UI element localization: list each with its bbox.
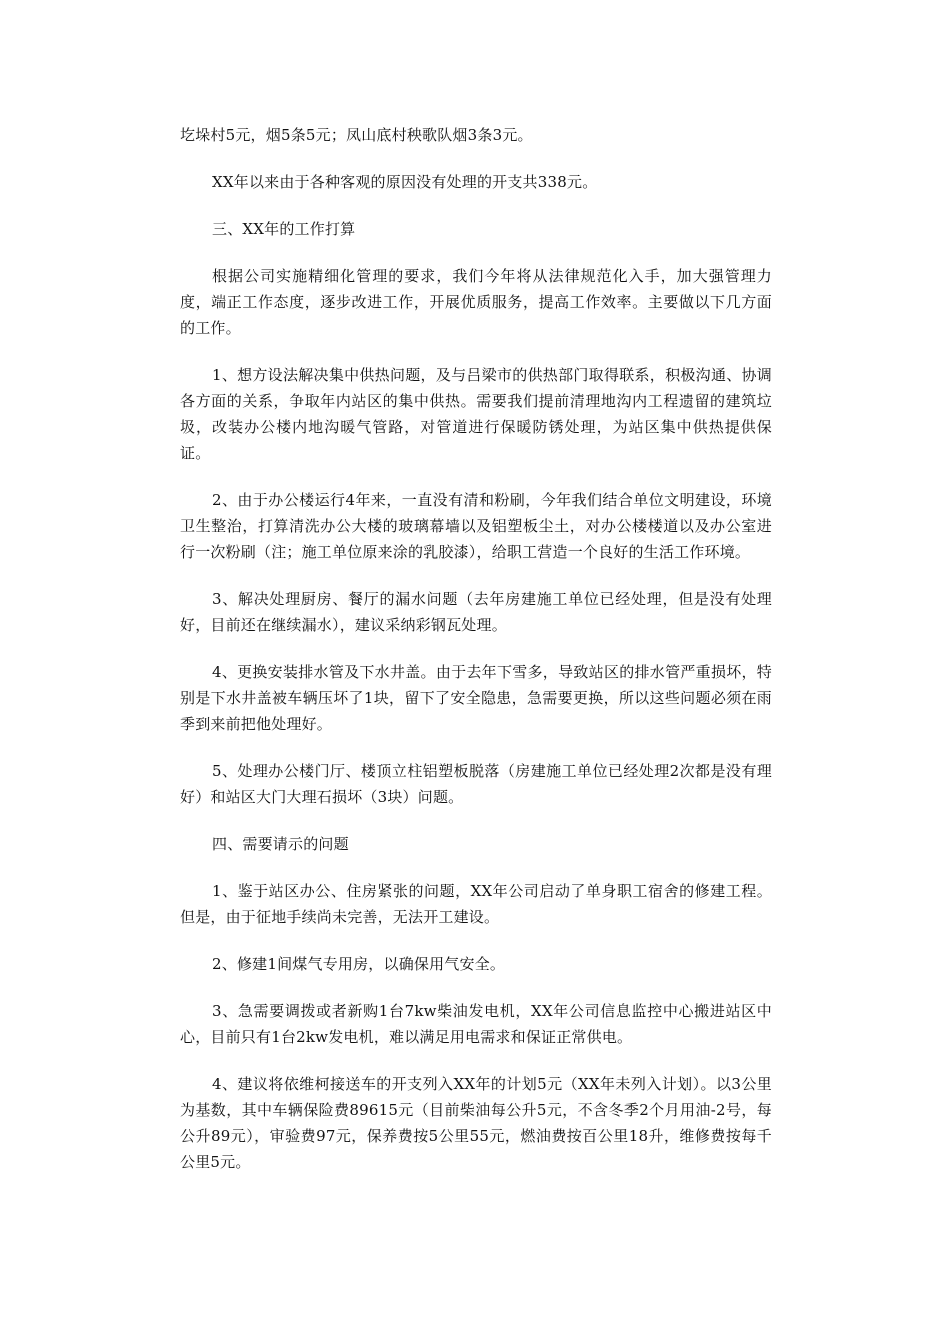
list-item: 1、鉴于站区办公、住房紧张的问题，XX年公司启动了单身职工宿舍的修建工程。但是，由于征地手续尚未完善，无法开工建设。: [180, 882, 772, 926]
paragraph: 根据公司实施精细化管理的要求，我们今年将从法律规范化入手，加大强管理力度，端正工作态度，逐步改进工作，开展优质服务，提高工作效率。主要做以下几方面的工作。: [180, 267, 772, 337]
section-heading: 四、需要请示的问题: [212, 835, 349, 853]
list-item: 3、解决处理厨房、餐厅的漏水问题（去年房建施工单位已经处理，但是没有处理好，目前还在继续漏水），建议采纳彩钢瓦处理。: [180, 590, 772, 634]
list-item: 4、更换安装排水管及下水井盖。由于去年下雪多，导致站区的排水管严重损坏，特别是下水井盖被车辆压坏了1块，留下了安全隐患，急需要更换，所以这些问题必须在雨季到来前把他处理好。: [180, 663, 772, 733]
paragraph: XX年以来由于各种客观的原因没有处理的开支共338元。: [212, 173, 598, 191]
list-item: 2、修建1间煤气专用房，以确保用气安全。: [212, 955, 506, 973]
section-heading: 三、XX年的工作打算: [212, 220, 356, 238]
list-item: 5、处理办公楼门厅、楼顶立柱铝塑板脱落（房建施工单位已经处理2次都是没有理好）和站区大门大理石损坏（3块）问题。: [180, 762, 772, 806]
paragraph: 圪垛村5元，烟5条5元；凤山底村秧歌队烟3条3元。: [180, 126, 533, 144]
list-item: 2、由于办公楼运行4年来，一直没有清和粉刷，今年我们结合单位文明建设，环境卫生整治，打算清洗办公大楼的玻璃幕墙以及铝塑板尘土，对办公楼楼道以及办公室进行一次粉刷（注；施工单位原来涂的乳胶漆），给职工营造一个良好的生活工作环境。: [180, 491, 772, 561]
list-item: 1、想方设法解决集中供热问题，及与吕梁市的供热部门取得联系，积极沟通、协调各方面的关系，争取年内站区的集中供热。需要我们提前清理地沟内工程遗留的建筑垃圾，改装办公楼内地沟暖气管路，对管道进行保暖防锈处理，为站区集中供热提供保证。: [180, 366, 772, 462]
list-item: 3、急需要调拨或者新购1台7kw柴油发电机，XX年公司信息监控中心搬进站区中心，目前只有1台2kw发电机，难以满足用电需求和保证正常供电。: [180, 1002, 772, 1046]
list-item: 4、建议将依维柯接送车的开支列入XX年的计划5元（XX年未列入计划）。以3公里为基数，其中车辆保险费89615元（目前柴油每公升5元，不含冬季2个月用油-2号，每公升89元），审验费97元，保养费按5公里55元，燃油费按百公里18升，维修费按每千公里5元。: [180, 1075, 772, 1171]
document-body: [180, 122, 772, 1196]
